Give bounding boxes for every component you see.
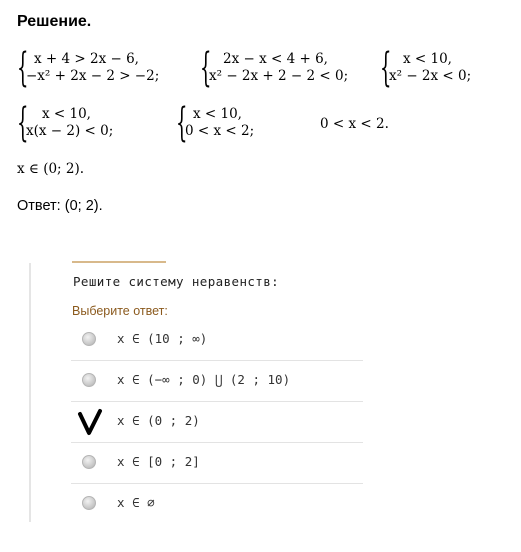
answer-option-label: x ∈ ∅ bbox=[117, 495, 155, 510]
system-3-line-1: x < 10, bbox=[403, 51, 452, 67]
brace-1: { bbox=[17, 45, 29, 91]
system-4-line-2: x(x − 2) < 0; bbox=[26, 123, 114, 139]
system-1-line-1: x + 4 > 2x − 6, bbox=[34, 51, 139, 67]
brace-4: { bbox=[17, 100, 29, 146]
brace-2: { bbox=[200, 45, 212, 91]
quiz-left-border bbox=[29, 263, 31, 522]
membership-result: x ∈ (0; 2). bbox=[17, 161, 85, 177]
system-1-line-2: −x² + 2x − 2 > −2; bbox=[26, 68, 160, 84]
system-2-line-1: 2x − x < 4 + 6, bbox=[223, 51, 328, 67]
quiz-title: Решите систему неравенств: bbox=[73, 274, 280, 289]
radio-button[interactable] bbox=[82, 455, 96, 469]
quiz-prompt: Выберите ответ: bbox=[72, 304, 168, 318]
system-5 bbox=[176, 100, 255, 146]
answer-option-label: x ∈ (0 ; 2) bbox=[117, 413, 200, 428]
interval-result: 0 < x < 2. bbox=[320, 116, 389, 132]
brace-3: { bbox=[380, 45, 392, 91]
system-1 bbox=[17, 45, 160, 91]
answer-option-3[interactable] bbox=[71, 401, 363, 443]
system-5-line-1: x < 10, bbox=[193, 106, 242, 122]
system-4 bbox=[17, 100, 114, 146]
brace-5: { bbox=[176, 100, 188, 146]
answer-option-5[interactable] bbox=[71, 483, 363, 524]
answer-option-label: x ∈ (−∞ ; 0) ⋃ (2 ; 10) bbox=[117, 372, 291, 387]
system-5-line-2: 0 < x < 2; bbox=[185, 123, 255, 139]
system-3-line-2: x² − 2x < 0; bbox=[389, 68, 472, 84]
radio-button[interactable] bbox=[82, 373, 96, 387]
answer-line: Ответ: (0; 2). bbox=[17, 198, 103, 214]
solution-heading: Решение. bbox=[17, 13, 92, 30]
answer-option-2[interactable] bbox=[71, 360, 363, 402]
radio-button[interactable] bbox=[82, 496, 96, 510]
answer-option-1[interactable] bbox=[71, 319, 363, 361]
checkmark-icon bbox=[77, 407, 103, 437]
quiz-title-rule bbox=[72, 261, 166, 263]
answer-option-4[interactable] bbox=[71, 442, 363, 484]
answer-option-label: x ∈ (10 ; ∞) bbox=[117, 331, 208, 346]
system-3 bbox=[380, 45, 472, 91]
system-2 bbox=[200, 45, 349, 91]
system-4-line-1: x < 10, bbox=[42, 106, 91, 122]
system-2-line-2: x² − 2x + 2 − 2 < 0; bbox=[209, 68, 349, 84]
answer-option-label: x ∈ [0 ; 2] bbox=[117, 454, 200, 469]
radio-button[interactable] bbox=[82, 332, 96, 346]
